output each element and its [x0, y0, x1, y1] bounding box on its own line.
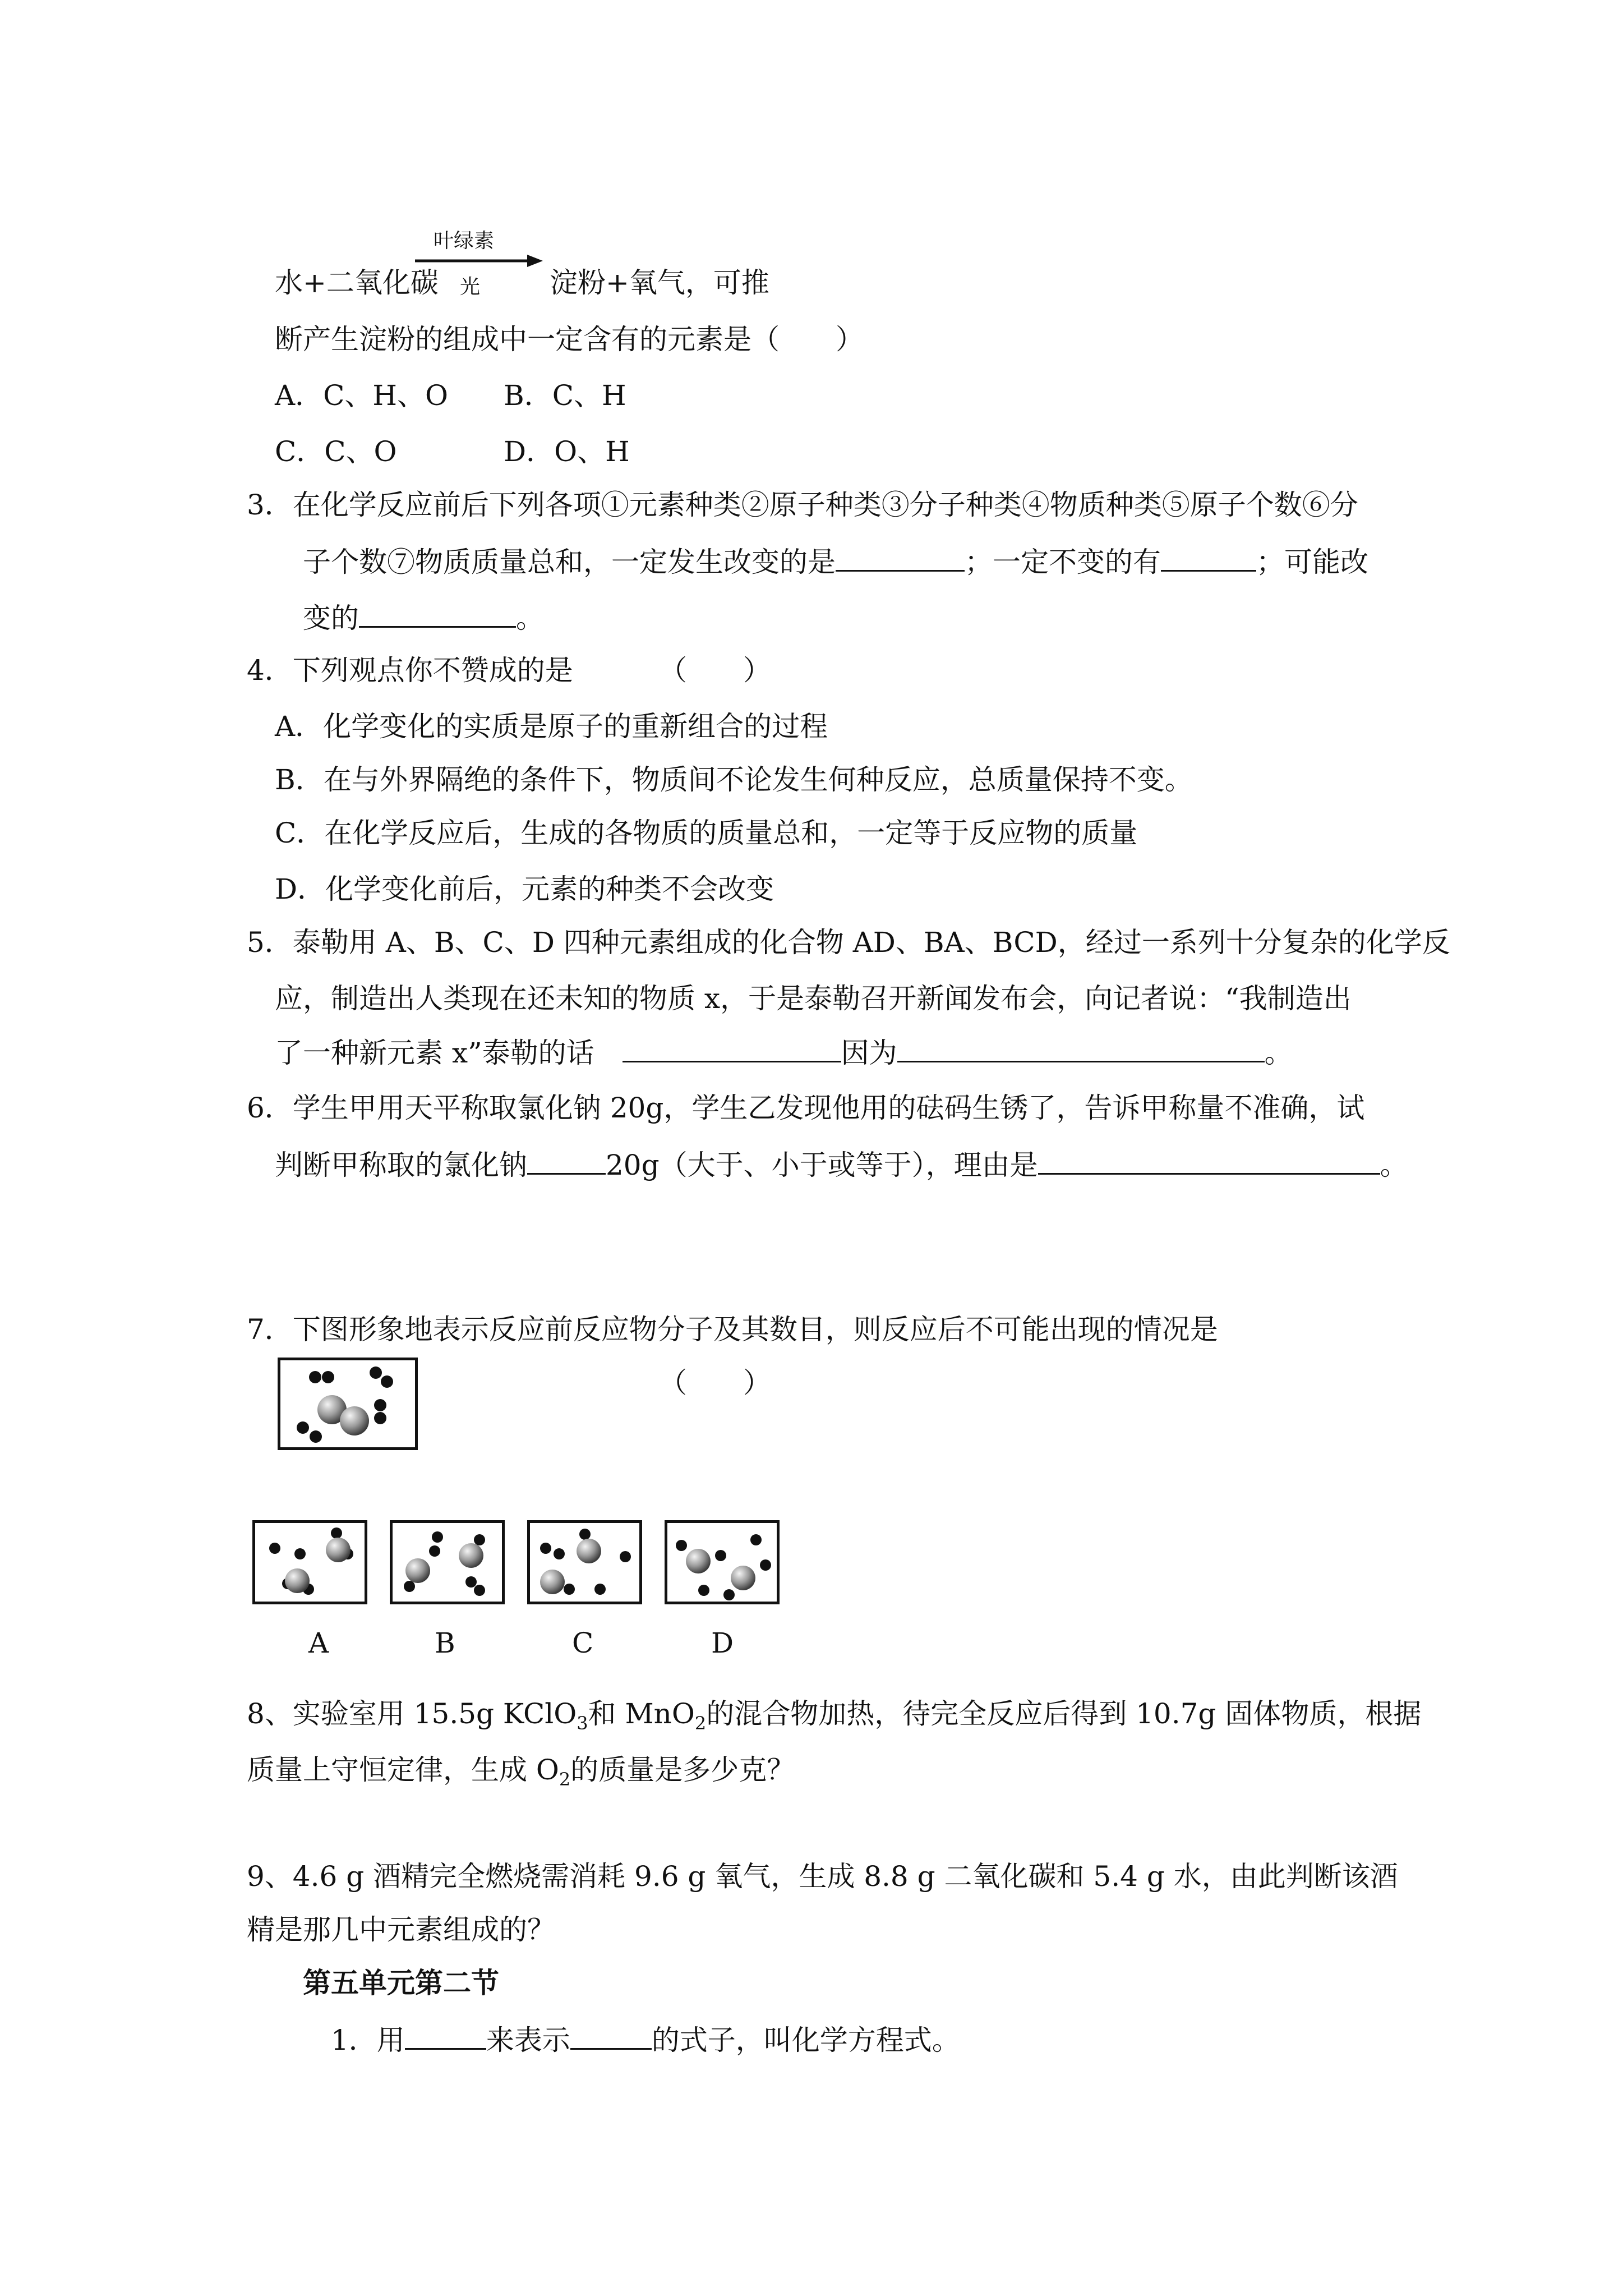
option-b-figure	[393, 1523, 502, 1602]
q4-stem: 4．下列观点你不赞成的是	[247, 654, 573, 687]
option-c-figure	[530, 1523, 639, 1602]
q2-stem: 断产生淀粉的组成中一定含有的元素是（ ）	[275, 323, 864, 356]
option-d-figure	[667, 1523, 777, 1602]
option-a-box[interactable]	[252, 1520, 367, 1604]
q3-line2: 子个数⑦物质质量总和，一定发生改变的是 ；一定不变的有 ；可能改	[303, 544, 1368, 579]
answer-blank-maybe[interactable]	[359, 600, 516, 628]
answer-blank-reason[interactable]	[897, 1035, 1265, 1062]
q4-option-d: D．化学变化前后，元素的种类不会改变	[275, 873, 774, 905]
q5-line3: 了一种新元素 x”泰勒的话 因为 。	[275, 1035, 1293, 1070]
q2-option-b: B．C、H	[504, 379, 626, 412]
q6-line2: 判断甲称取的氯化钠 20g（大于、小于或等于），理由是 。	[275, 1147, 1408, 1182]
answer-blank-explanation[interactable]	[1038, 1147, 1380, 1175]
option-d-label: D	[711, 1627, 734, 1659]
condition-label: 光	[460, 275, 481, 298]
option-d-box[interactable]	[665, 1520, 780, 1604]
q4-option-b: B．在与外界隔绝的条件下，物质间不论发生何种反应，总质量保持不变。	[275, 763, 1193, 796]
q6-line1: 6．学生甲用天平称取氯化钠 20g，学生乙发现他用的砝码生锈了，告诉甲称量不准确，试	[247, 1092, 1365, 1124]
equation-left: 水+二氧化碳	[275, 266, 439, 299]
q2-option-a: A．C、H、O	[275, 379, 448, 412]
q4-option-a: A．化学变化的实质是原子的重新组合的过程	[275, 710, 828, 743]
q9-line1: 9、4.6 g 酒精完全燃烧需消耗 9.6 g 氧气，生成 8.8 g 二氧化碳和 5.4 g 水，由此判断该酒	[247, 1860, 1398, 1893]
option-b-label: B	[435, 1627, 455, 1659]
answer-blank-reaction[interactable]	[570, 2022, 652, 2050]
equation-right: 淀粉+氧气，可推	[550, 266, 769, 299]
reactant-molecules-box	[278, 1358, 418, 1450]
q4-paren: （ ）	[659, 654, 771, 687]
q5-line2: 应，制造出人类现在还未知的物质 x，于是泰勒召开新闻发布会，向记者说：“我制造出	[275, 982, 1352, 1015]
section-title: 第五单元第二节	[303, 1966, 499, 1999]
q8-line1: 8、实验室用 15.5g KClO$_3$和 MnO$_2$的混合物加热，待完全反应后得到 10.7g 固体物质，根据	[247, 1697, 1422, 1734]
option-a-figure	[255, 1523, 365, 1602]
answer-blank-compare[interactable]	[527, 1147, 606, 1175]
section-q1: 1．用 来表示 的式子，叫化学方程式。	[331, 2022, 960, 2057]
option-c-box[interactable]	[527, 1520, 642, 1604]
q5-line1: 5．泰勒用 A、B、C、D 四种元素组成的化合物 AD、BA、BCD，经过一系列十分复杂的化学反	[247, 926, 1450, 959]
option-a-label: A	[308, 1627, 329, 1659]
q8-line2: 质量上守恒定律，生成 $O_2$的质量是多少克？	[247, 1754, 795, 1790]
answer-blank-statement[interactable]	[623, 1035, 841, 1062]
answer-blank-unchanged[interactable]	[1161, 544, 1256, 572]
answer-blank-changed[interactable]	[836, 544, 965, 572]
answer-blank-notation[interactable]	[405, 2022, 486, 2050]
option-c-label: C	[572, 1627, 594, 1659]
reactant-molecules-figure	[280, 1360, 415, 1447]
q2-option-d: D．O、H	[504, 435, 630, 468]
q3-line1: 3．在化学反应前后下列各项①元素种类②原子种类③分子种类④物质种类⑤原子个数⑥分	[247, 489, 1358, 521]
q4-option-c: C．在化学反应后，生成的各物质的质量总和，一定等于反应物的质量	[275, 817, 1138, 849]
option-b-box[interactable]	[390, 1520, 505, 1604]
q9-line2: 精是那几中元素组成的？	[247, 1913, 555, 1946]
q7-stem: 7．下图形象地表示反应前反应物分子及其数目，则反应后不可能出现的情况是	[247, 1313, 1218, 1346]
catalyst-label: 叶绿素	[434, 229, 495, 252]
q2-option-c: C．C、O	[275, 435, 397, 468]
q3-line3: 变的 。	[303, 600, 544, 635]
q7-paren: （ ）	[659, 1366, 771, 1399]
